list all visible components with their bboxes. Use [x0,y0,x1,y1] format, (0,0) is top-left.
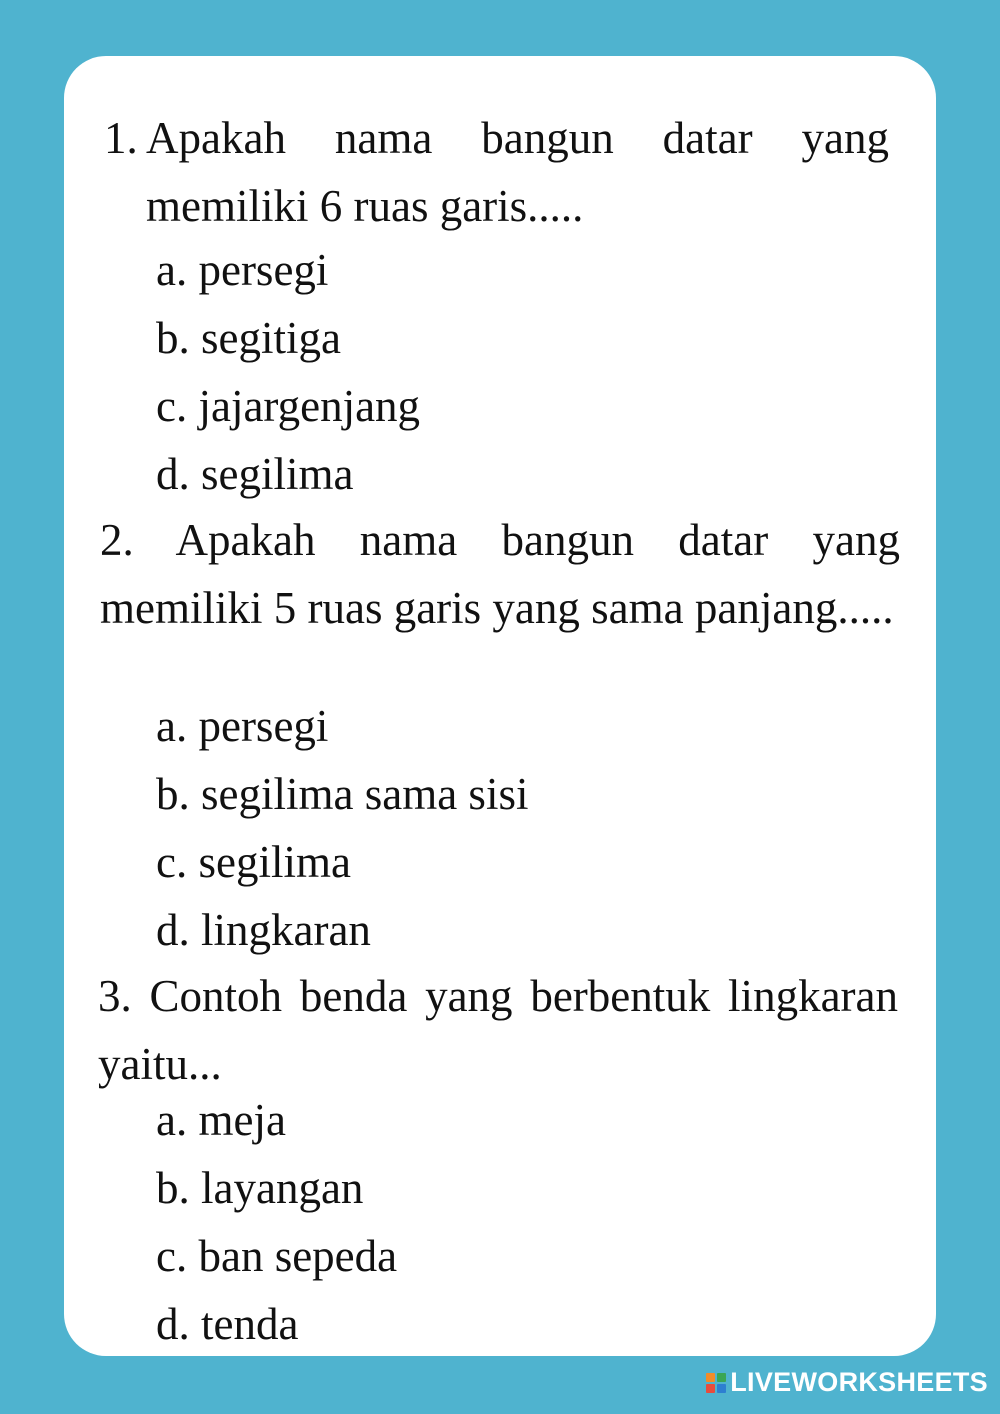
question-2-options [156,692,528,964]
question-1-text [104,104,889,240]
option-2c[interactable]: c. segilima [156,837,351,887]
option-2a[interactable]: a. persegi [156,701,329,751]
option-3d[interactable]: d. tenda [156,1299,299,1349]
option-1c[interactable]: c. jajargenjang [156,381,421,431]
option-3c[interactable]: c. ban sepeda [156,1231,398,1281]
liveworksheets-logo[interactable] [706,1367,988,1398]
question-1-number: 1. [104,113,138,163]
option-3a[interactable]: a. meja [156,1095,286,1145]
option-2b[interactable]: b. segilima sama sisi [156,769,529,819]
logo-text: LIVEWORKSHEETS [730,1367,988,1397]
option-1d[interactable]: d. segilima [156,449,354,499]
question-1-options [156,236,420,508]
liveworksheets-grid-icon [706,1373,726,1393]
option-3b[interactable]: b. layangan [156,1163,364,1213]
question-3-text: 3. Contoh benda yang berbentuk lingkaran yaitu... [98,971,898,1089]
option-2d[interactable]: d. lingkaran [156,905,371,955]
question-1-body: Apakah nama bangun datar yang memiliki 6 ruas garis..... [146,113,889,231]
option-1a[interactable]: a. persegi [156,245,329,295]
worksheet-card [64,56,936,1356]
option-1b[interactable]: b. segitiga [156,313,341,363]
question-2-text: 2. Apakah nama bangun datar yang memiliki 5 ruas garis yang sama panjang..... [100,515,900,633]
question-3-options [156,1086,397,1358]
